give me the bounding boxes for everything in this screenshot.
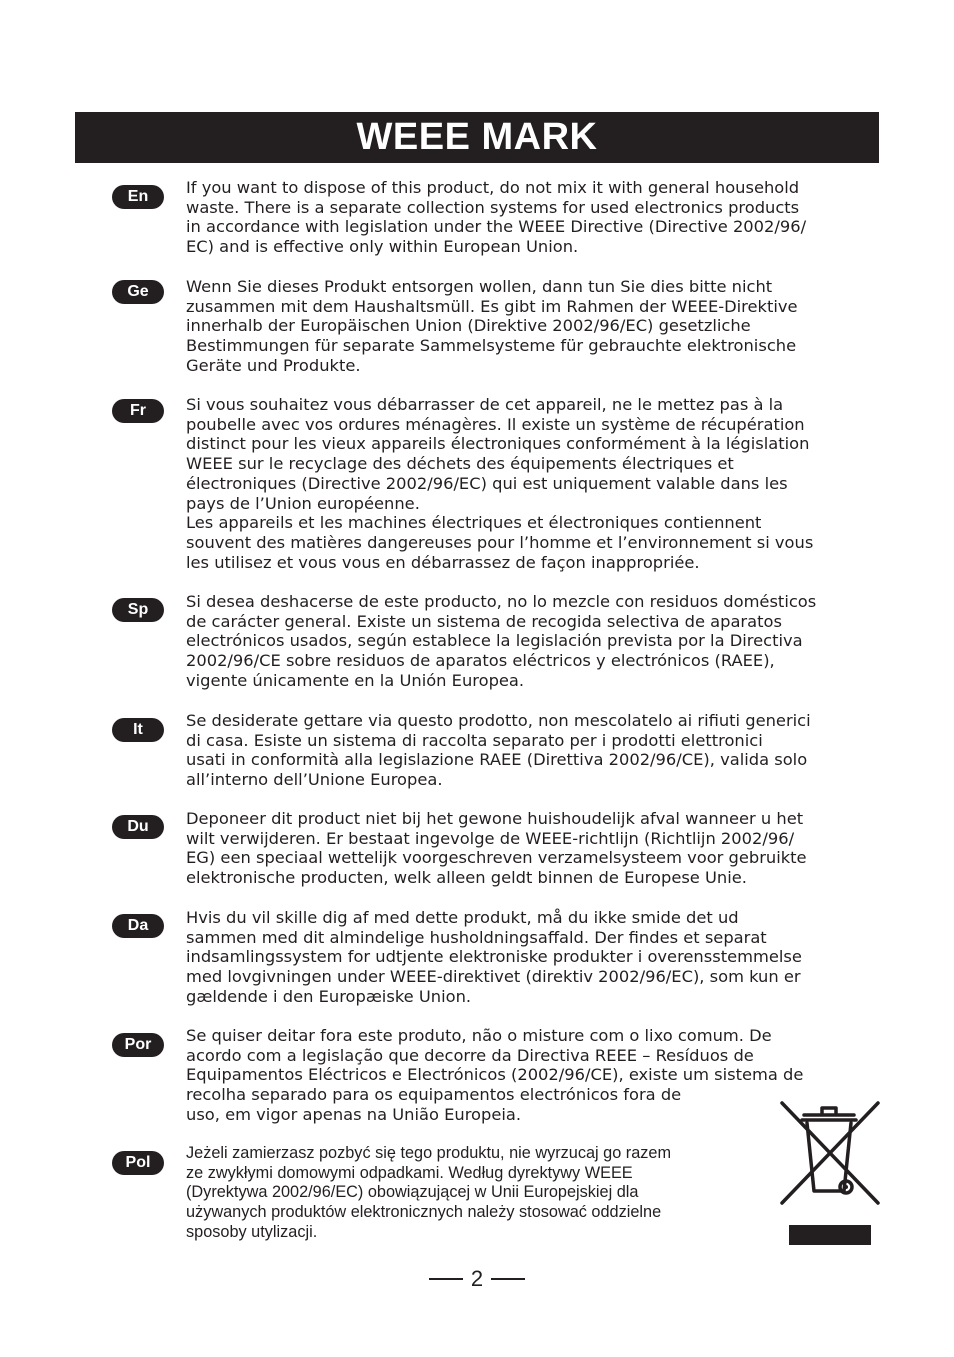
lang-badge-du: Du (112, 815, 164, 839)
lang-badge-en: En (112, 185, 164, 209)
section-text-pol: Jeżeli zamierzasz pozbyć się tego produktu, nie wyrzucaj go razem ze zwykłymi domowymi odpadkami. Według dyrektywy WEEE (Dyrektywa 2002/96/EC) obowiązującej w Unii Europejskiej dla używanych produktów elektronicznych należy stosować oddzielne sposoby utylizacji. (186, 1144, 672, 1241)
section-text-it: Se desiderate gettare via questo prodotto, non mescolatelo ai rifiuti generici di casa. Esiste un sistema di raccolta separato per i prodotti elettronici usati in conformità alla legislazione RAEE (Direttiva 2002/96/CE), valida solo all’interno dell’Unione Europea. (186, 711, 811, 790)
section-text-en: If you want to dispose of this product, do not mix it with general household waste. There is a separate collection systems for used electronics products in accordance with legislation under the WEEE Directive (Directive 2002/96/ EC) and is effective only within European Union. (186, 178, 807, 257)
lang-badge-sp: Sp (112, 598, 164, 622)
page-title: WEEE MARK (356, 116, 598, 158)
section-text-por: Se quiser deitar fora este produto, não o misture com o lixo comum. De acordo com a legislação que decorre da Directiva REEE – Resíduos de Equipamentos Eléctricos e Electrónicos (2002/96/CE), existe um sistema de recolha separado para os equipamentos electrónicos fora de uso, em vigor apenas na União Europeia. (186, 1026, 804, 1124)
lang-badge-ge: Ge (112, 280, 164, 304)
page-number: 2 (470, 1266, 484, 1291)
footer-rule-left (429, 1278, 463, 1280)
lang-badge-da: Da (112, 914, 164, 938)
section-text-sp: Si desea deshacerse de este producto, no lo mezcle con residuos domésticos de carácter general. Existe un sistema de recogida selectiva de aparatos electrónicos usados, según establece la legislación prevista por la Directiva 2002/96/CE sobre residuos de aparatos eléctricos y electrónicos (RAEE), vigente únicamente en la Unión Europea. (186, 592, 817, 690)
section-text-ge: Wenn Sie dieses Produkt entsorgen wollen, dann tun Sie dies bitte nicht zusammen mit dem Haushaltsmüll. Es gibt im Rahmen der WEEE-Direktive innerhalb der Europäischen Union (Direktive 2002/96/EC) gesetzliche Bestimmungen für separate Sammelsysteme für gebrauchte elektronische Geräte und Produkte. (186, 277, 798, 375)
lang-badge-fr: Fr (112, 399, 164, 423)
weee-solid-bar (789, 1225, 871, 1245)
title-banner (75, 112, 879, 163)
crossed-out-wheelie-bin-icon (780, 1101, 880, 1205)
footer-rule-right (491, 1278, 525, 1280)
lang-badge-pol: Pol (112, 1151, 164, 1175)
section-text-da: Hvis du vil skille dig af med dette produkt, må du ikke smide det ud sammen med dit almindelige husholdningsaffald. Der findes et separat indsamlingssystem for udtjente elektroniske produkter i overensstemmelse med lovgivningen under WEEE-direktivet (direktiv 2002/96/EC), som kun er gældende i den Europæiske Union. (186, 908, 802, 1006)
section-text-du: Deponeer dit product niet bij het gewone huishoudelijk afval wanneer u het wilt verwijderen. Er bestaat ingevolge de WEEE-richtlijn (Richtlijn 2002/96/ EG) een speciaal wettelijk voorgeschreven verzamelsysteem voor gebruikte elektronische producten, welk alleen geldt binnen de Europese Unie. (186, 809, 807, 888)
lang-badge-por: Por (112, 1033, 164, 1057)
section-text-fr: Si vous souhaitez vous débarrasser de cet appareil, ne le mettez pas à la poubelle avec vos ordures ménagères. Il existe un système de récupération distinct pour les vieux appareils électroniques conformément à la législation WEEE sur le recyclage des déchets des équipements électriques et électroniques (Directive 2002/96/EC) qui est uniquement valable dans les pays de l’Union européenne. Les appareils et les machines électriques et électroniques contiennent souvent des matières dangereuses pour l’homme et l’environnement si vous les utilisez et vous vous en débarrassez de façon inappropriée. (186, 395, 814, 572)
page-footer (0, 1266, 954, 1292)
lang-badge-it: It (112, 718, 164, 742)
